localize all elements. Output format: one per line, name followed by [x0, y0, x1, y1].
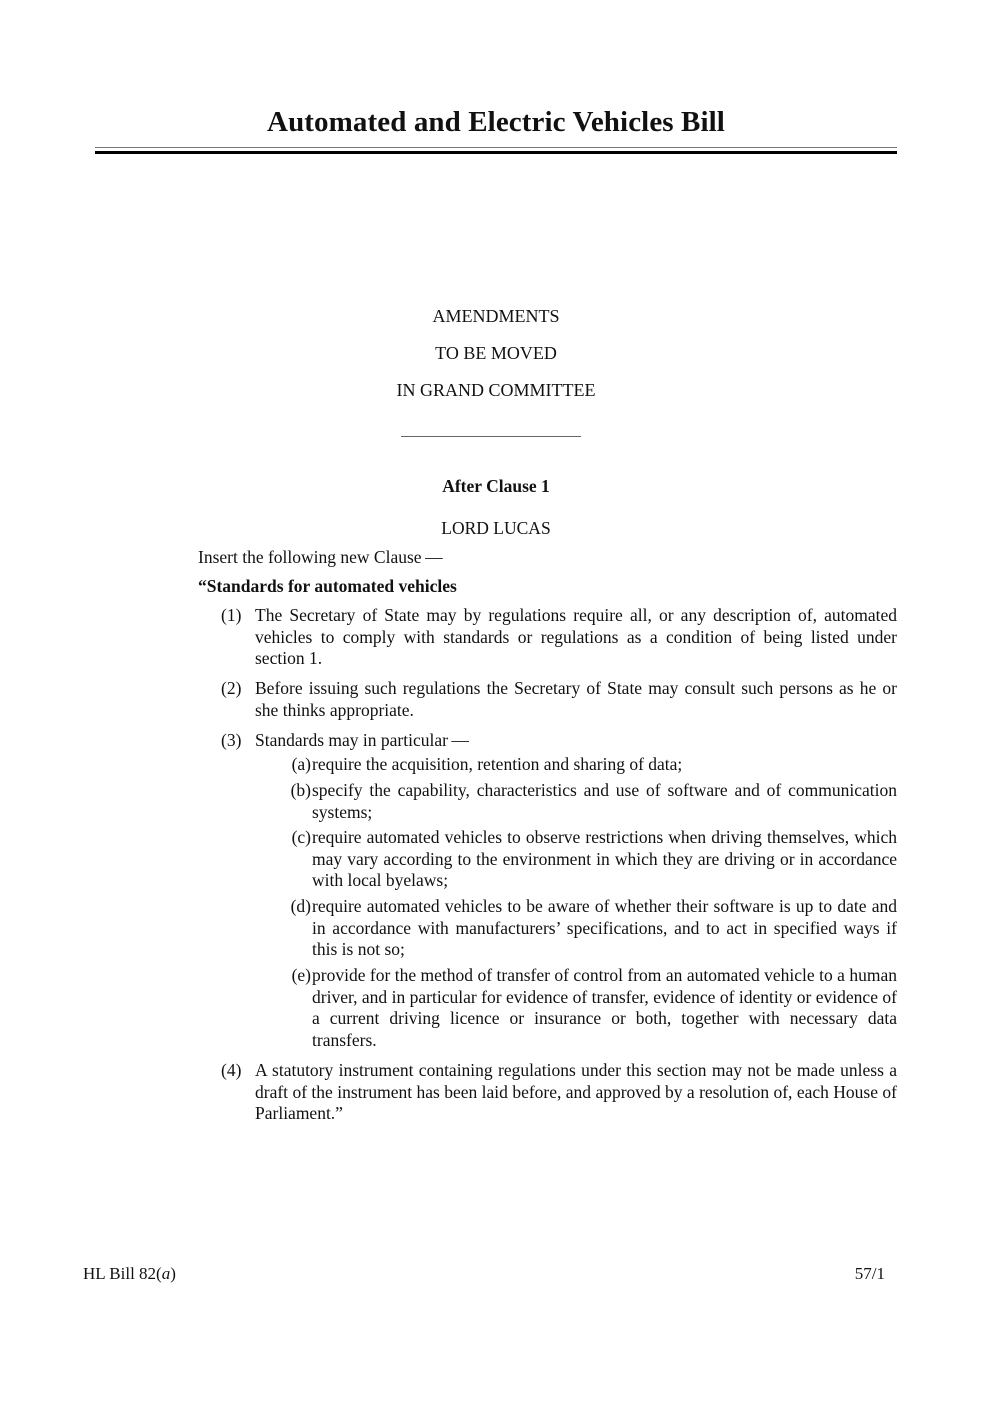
insert-instruction: Insert the following new Clause —: [198, 547, 443, 567]
mover-name: LORD LUCAS: [441, 518, 551, 538]
paragraph-text: Before issuing such regulations the Secretary of State may consult such persons as he or she thinks appropriate.: [255, 678, 897, 720]
bill-reference-italic: a: [161, 1264, 171, 1283]
document-title: Automated and Electric Vehicles Bill: [267, 106, 725, 138]
bill-reference-prefix: HL Bill 82(: [83, 1264, 162, 1283]
bill-reference-suffix: ): [170, 1264, 176, 1283]
paragraph-3: [221, 730, 897, 752]
subparagraph-text: require automated vehicles to be aware of whether their software is up to date and in accordance with manufacturers’ specifications, and to act in specified ways if this is not so;: [312, 896, 897, 959]
subparagraph-b: [276, 780, 897, 823]
subparagraph-letter: (a): [291, 754, 311, 774]
paragraph-2: [221, 678, 897, 721]
section-heading: After Clause 1: [442, 476, 550, 496]
subparagraph-e: [276, 965, 897, 1051]
paragraph-number: (3): [221, 730, 242, 750]
subparagraph-letter: (d): [290, 896, 311, 916]
paragraph-number: (4): [221, 1060, 242, 1080]
paragraph-number: (1): [221, 605, 242, 625]
heading-amendments: AMENDMENTS: [432, 306, 560, 326]
subparagraph-letter: (e): [291, 965, 311, 985]
subparagraph-text: provide for the method of transfer of control from an automated vehicle to a human driver, and in particular for evidence of transfer, evidence of identity or evidence of a current driving licence or insurance or both, together with necessary data transfers.: [312, 965, 897, 1050]
heading-grand-committee: IN GRAND COMMITTEE: [396, 380, 596, 400]
paragraph-text: The Secretary of State may by regulations require all, or any description of, automated vehicles to comply with standards or regulations as a condition of being listed under section 1.: [255, 605, 897, 668]
paragraph-4: [221, 1060, 897, 1125]
heading-to-be-moved: TO BE MOVED: [435, 343, 557, 363]
paragraph-1: [221, 605, 897, 670]
subparagraph-text: require automated vehicles to observe restrictions when driving themselves, which may vary according to the environment in which they are driving or in accordance with local byelaws;: [312, 827, 897, 890]
title-rule-thick: [95, 151, 897, 154]
subparagraph-letter: (b): [290, 780, 311, 800]
paragraph-text: Standards may in particular —: [255, 730, 469, 750]
heading-divider: [401, 436, 581, 437]
subparagraph-c: [276, 827, 897, 892]
paragraph-text: A statutory instrument containing regulations under this section may not be made unless a draft of the instrument has been laid before, and approved by a resolution of, each House of Parliament.”: [255, 1060, 897, 1123]
paragraph-number: (2): [221, 678, 242, 698]
page-reference: 57/1: [854, 1264, 885, 1283]
bill-reference: [83, 1264, 176, 1284]
subparagraph-d: [276, 896, 897, 961]
subparagraph-letter: (c): [291, 827, 311, 847]
title-rule-thin: [95, 147, 897, 148]
subparagraph-text: require the acquisition, retention and sharing of data;: [312, 754, 683, 774]
clause-title: “Standards for automated vehicles: [198, 576, 457, 596]
subparagraph-text: specify the capability, characteristics and use of software and of communication systems;: [312, 780, 897, 822]
subparagraph-a: [276, 754, 897, 776]
